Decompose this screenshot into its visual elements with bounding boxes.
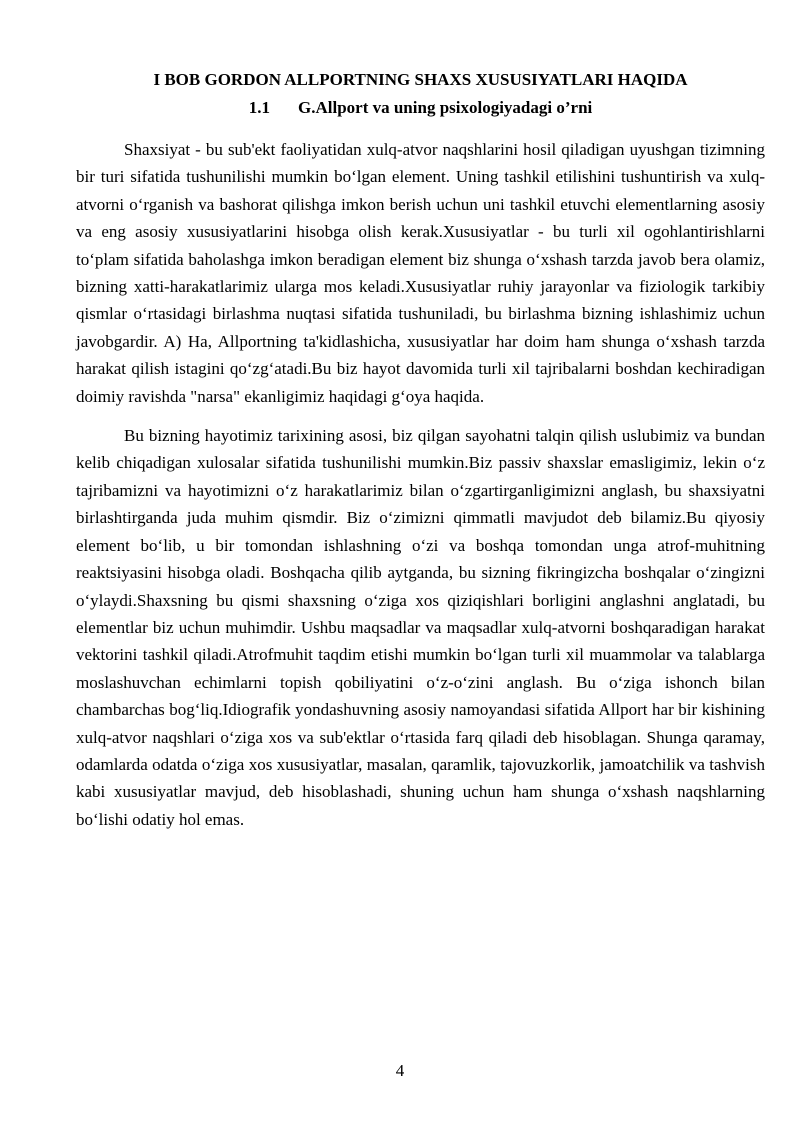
paragraph: Shaxsiyat - bu sub'ekt faoliyatidan xulq-atvor naqshlarini hosil qiladigan uyushgan tizimning bir turi sifatida tushunilishi mumkin bo‘lgan element. Uning tashkil etilishini tushuntirish va xulq-atvorni o‘rganish va bashorat qilishga imkon berish uchun uni tashkil etuvchi elementlarning asosiy va eng asosiy xususiyatlarini hisobga olish kerak.Xususiyatlar - bu turli xil ogohlantirishlarni to‘plam sifatida baholashga imkon beradigan element biz shunga o‘xshash tarzda javob bera olamiz, bizning xatti-harakatlarimiz ularga mos keladi.Xususiyatlar ruhiy jarayonlar va fiziologik tarkibiy qismlar o‘rtasidagi birlashma nuqtasi sifatida tushuniladi, bu birlashma bizning ishlashimiz uchun javobgardir. A) Ha, Allportning ta'kidlashicha, xususiyatlar har doim ham shunga o‘xshash tarzda harakat qilish istagini qo‘zg‘atadi.Bu biz hayot davomida turli xil tajribalarni boshdan kechiradigan doimiy ravishda "narsa" ekanligimiz haqidagi g‘oya haqida. — [76, 140, 765, 406]
paragraph: Bu bizning hayotimiz tarixining asosi, biz qilgan sayohatni talqin qilish uslubimiz va bundan kelib chiqadigan xulosalar sifatida tushunilishi mumkin.Biz passiv shaxslar emasligimiz, lekin o‘z tajribamizni va hayotimizni o‘z harakatlarimiz bilan o‘zgartirganligimizni anglash, bu shaxsiyatni birlashtirganda juda muhim qismdir. Biz o‘zimizni qimmatli mavjudot deb bilamiz.Bu qiyosiy element bo‘lib, u bir tomondan ishlashning o‘zi va boshqa tomondan unga atrof-muhitning reaktsiyasini hisobga oladi. Boshqacha qilib aytganda, bu sizning fikringizcha boshqalar o‘zingizni o‘ylaydi.Shaxsning bu qismi shaxsning o‘ziga xos qiziqishlari borligini anglashni anglatadi, bu elementlar biz uchun muhimdir. Ushbu maqsadlar va maqsadlar xulq-atvorni boshqaradigan harakat vektorini tashkil qiladi.Atrofmuhit taqdim etishi mumkin bo‘lgan turli xil muammolar va talablarga moslashuvchan echimlarni topish qobiliyatini o‘z-o‘zini anglash. Bu o‘ziga ishonch bilan chambarchas bog‘liq.Idiografik yondashuvning asosiy namoyandasi sifatida Allport har bir kishining xulq-atvor naqshlari o‘ziga xos va sub'ektlar o‘rtasida farq qiladi deb hisoblagan. Shunga qaramay, odamlarda odatda o‘ziga xos xususiyatlar, masalan, qaramlik, tajovuzkorlik, jamoatchilik va tashvish kabi xususiyatlar mavjud, deb hisoblashadi, shuning uchun ham shunga o‘xshash naqshlarning bo‘lishi odatiy hol emas. — [76, 426, 765, 829]
section-number: 1.1 — [248, 98, 270, 117]
page-number: 4 — [395, 1061, 405, 1080]
chapter-title: I BOB GORDON ALLPORTNING SHAXS XUSUSIYATLARI HAQIDA — [153, 70, 688, 89]
section-heading — [76, 96, 765, 120]
document-page — [76, 68, 765, 833]
section-title: G.Allport va uning psixologiyadagi o’rni — [298, 98, 593, 117]
